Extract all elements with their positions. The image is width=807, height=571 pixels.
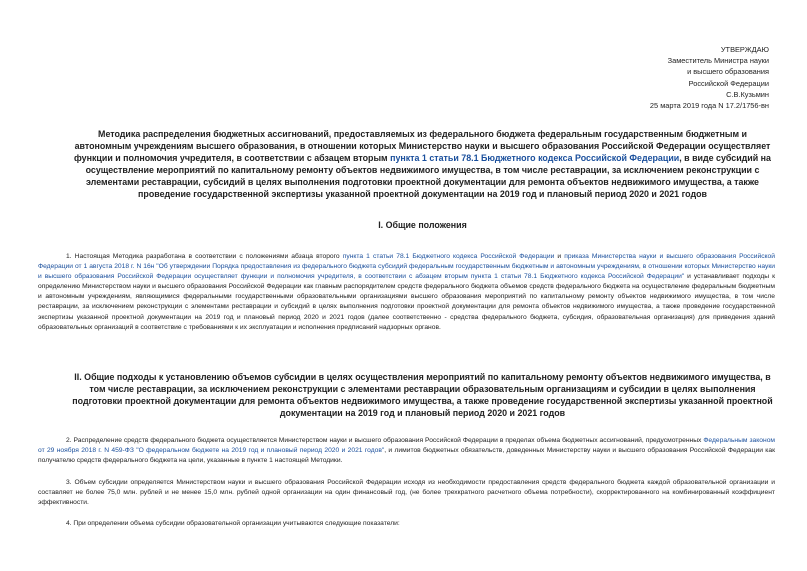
section-heading: II. Общие подходы к установлению объемов субсидии в целях осуществления мероприятий по капитальному ремонту объектов недвижимого имущества, в том числе реставрации, за исключением реконструкции с элементами реставрации образовательным организациям и субсидии в целях выполнения подготовки проектной документации для ремонта объектов недвижимого имущества, а также проведение государственной экспертизы указанной проектной документации на 2019 год и плановый период 2020 и 2021 годов <box>72 372 773 419</box>
approval-block <box>650 44 769 111</box>
federal-law-link[interactable]: Федеральным законом от 29 ноября 2018 г. N 459-ФЗ "О федеральном бюджете на 2019 год и плановый период 2020 и 2021 годов" <box>38 437 776 455</box>
title-text: Методика распределения бюджетных ассигнований, предоставляемых из федерального бюджета федеральным государственным бюджетным и автономным учреждениям высшего образования, в отношении которых Министерство науки и высшего образования Российской Федерации осуществляет функции и полномочия учредителя, в соответствии с абзацем вторым <box>74 129 771 164</box>
approval-line: Российской Федерации <box>688 78 769 88</box>
paragraph-4: 4. При определении объема субсидии образовательной организации учитываются следующие показатели: <box>66 520 400 527</box>
title-text: , в виде субсидий на осуществление мероприятий по капитальному ремонту объектов недвижимого имущества, в том числе реставрации, за исключением реконструкции с элементами реставрации, субсидий в целях выполнения подготовки проектной документации для ремонта объектов недвижимого имущества, а также проведение государственной экспертизы указанной проектной документации на 2019 год и плановый период 2020 и 2021 годов <box>85 153 771 200</box>
paragraph-3: 3. Объем субсидии определяется Министерством науки и высшего образования Российской Федерации исходя из необходимости предоставления средств федерального бюджета каждой образовательной организации и составляет не более 75,0 млн. рублей и не менее 15,0 млн. рублей одной организации на один финансовый год, (не более трехкратного расчетного объема потребности), скорректированного на комбинированный коэффициент эффективности. <box>38 479 775 507</box>
paragraph-1: 1. Настоящая Методика разработана в соответствии с положениями абзаца второго пункта 1 статьи 78.1 Бюджетного кодекса Российской Федерации и приказа Министерства науки и высшего образования Российской Федерации от 1 августа 2018 г. N 16н "Об утверждении Порядка предоставления из федерального бюджета субсидий федеральным государственным бюджетным и автономным учреждениям, в отношении которых Министерство науки и высшего образования Российской Федерации осуществляет функции и полномочия учредителя, в соответствии с абзацем вторым пункта 1 статьи 78.1 Бюджетного кодекса Российской Федерации" и устанавливает подходы к определению Министерством науки и высшего образования Российской Федерации как главным распорядителем средств федерального бюджета объемов средств федерального бюджета на осуществление федеральным бюджетным и автономным учреждениям, являющимися федеральными государственными образовательными организациями высшего образования мероприятий по капитальному ремонту объектов недвижимого имущества, в том числе реставрации, за исключением реконструкции с элементами реставрации и субсидий в целях выполнения подготовки проектной документации для ремонта объектов недвижимого имущества, а также проведение государственной экспертизы указанной проектной документации на 2019 год и плановый период 2020 и 2021 годов (далее соответственно - средства федерального бюджета, субсидия, образовательная организация) для приведения зданий образовательных организаций в соответствие с требованиями к их эксплуатации и исполнения предписаний надзорных органов. <box>38 253 776 331</box>
approval-line: и высшего образования <box>687 67 769 77</box>
approval-line: 25 марта 2019 года N 17.2/1756-вн <box>649 101 769 111</box>
approval-line: С.В.Кузьмин <box>726 89 769 99</box>
section-heading: I. Общие положения <box>378 220 467 230</box>
title-link[interactable]: пункта 1 статьи 78.1 Бюджетного кодекса Российской Федерации <box>390 153 680 164</box>
order-link[interactable]: приказа Министерства науки и высшего образования Российской Федерации от 1 августа 2018 г. N 16н "Об утверждении Порядка предоставления из федерального бюджета субсидий федеральным государственным бюджетным и автономным учреждениям, в отношении которых Министерство науки и высшего образования Российской Федерации осуществляет функции и полномочия учредителя, в соответствии с абзацем вторым пункта 1 статьи 78.1 Бюджетного кодекса Российской Федерации" <box>38 253 775 281</box>
law-link[interactable]: пункта 1 статьи 78.1 Бюджетного кодекса Российской Федерации <box>342 253 555 260</box>
document-title <box>70 128 775 201</box>
approval-line: УТВЕРЖДАЮ <box>720 45 769 54</box>
approval-line: Заместитель Министра науки <box>667 56 769 66</box>
paragraph-2: 2. Распределение средств федерального бюджета осуществляется Министерством науки и высшего образования Российской Федерации в пределах объема бюджетных ассигнований, предусмотренных Федеральным законом от 29 ноября 2018 г. N 459-ФЗ "О федеральном бюджете на 2019 год и плановый период 2020 и 2021 годов", и лимитов бюджетных обязательств, доведенных Министерству науки и высшего образования Российской Федерации как получателю средств федерального бюджета на цели, указанные в пункте 1 настоящей Методики. <box>38 437 776 465</box>
